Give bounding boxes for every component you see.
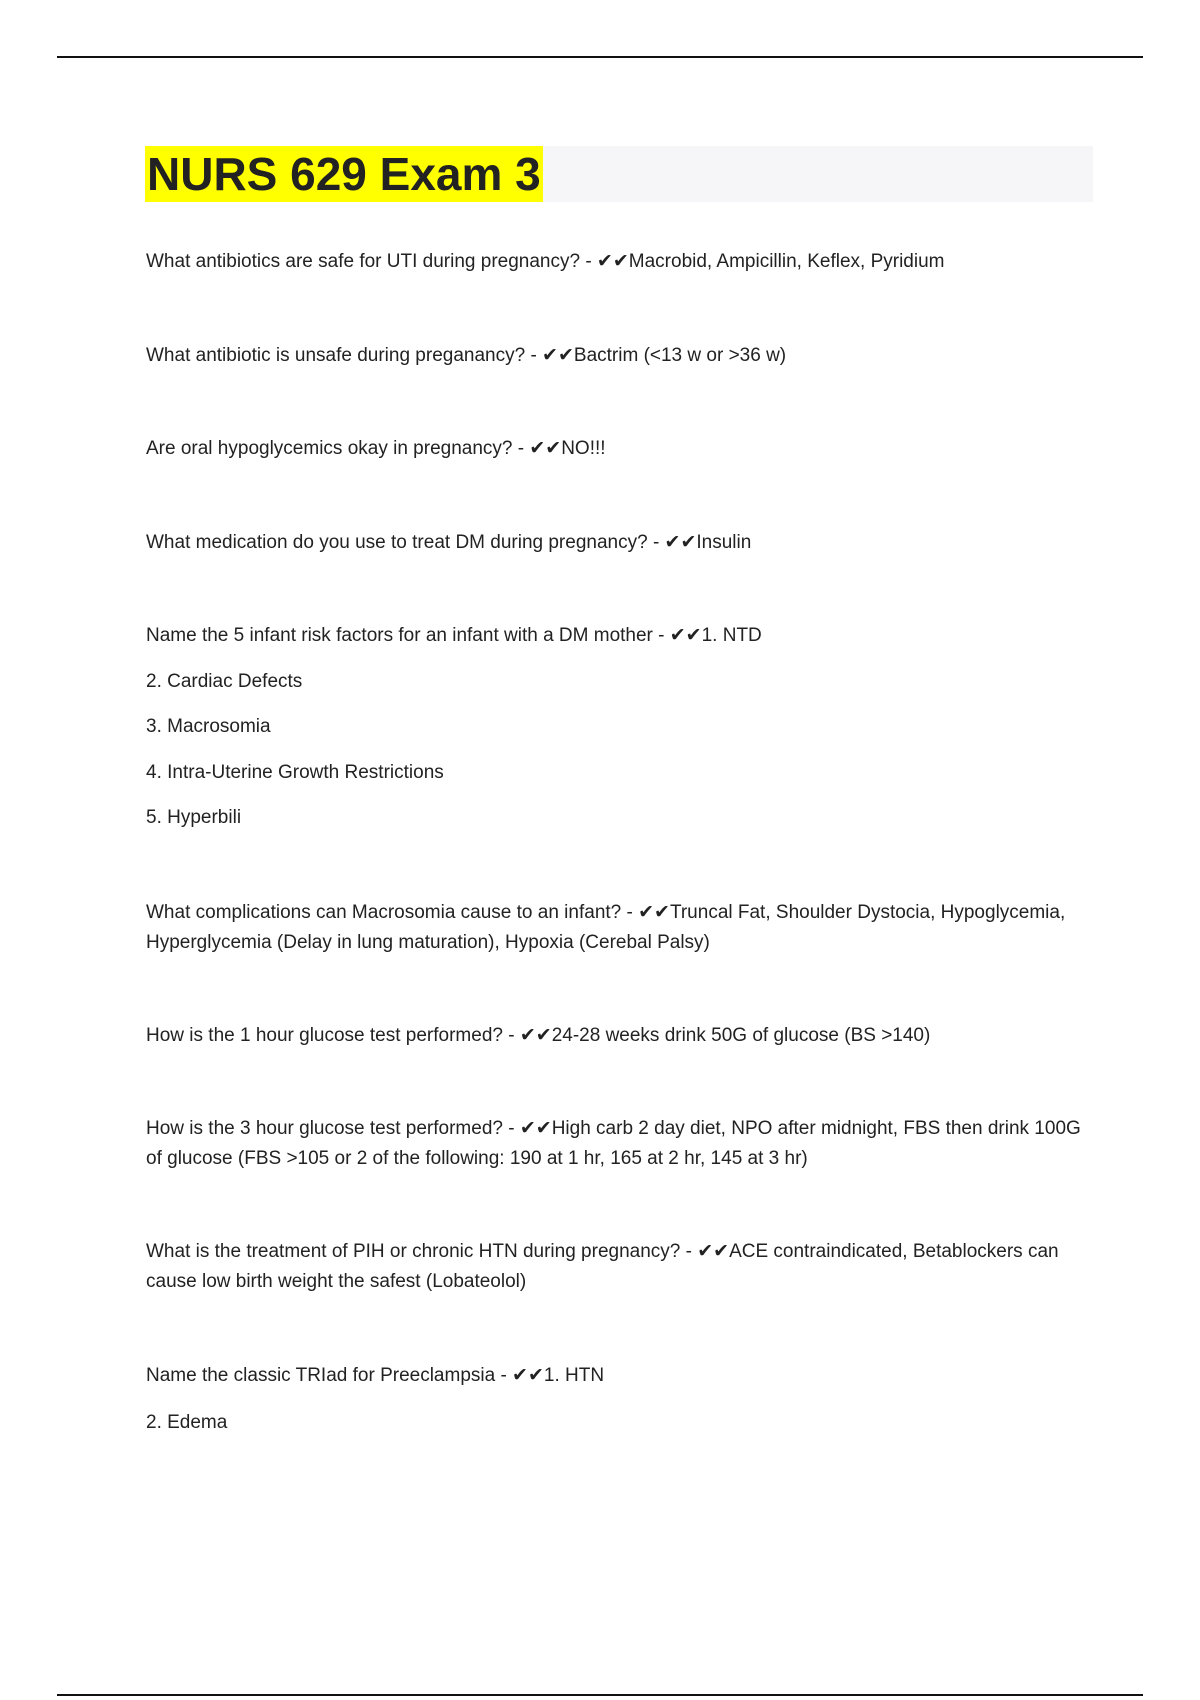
qa-item-5: Name the 5 infant risk factors for an infant with a DM mother - ✔✔1. NTD — [146, 625, 762, 646]
top-rule — [57, 56, 1143, 58]
qa-item-3: Are oral hypoglycemics okay in pregnancy? - ✔✔NO!!! — [146, 438, 606, 459]
list-item: 5. Hyperbili — [146, 807, 242, 828]
qa-item-2: What antibiotic is unsafe during preganancy? - ✔✔Bactrim (<13 w or >36 w) — [146, 345, 787, 366]
qa-item-10: Name the classic TRIad for Preeclampsia - ✔✔1. HTN — [146, 1365, 605, 1386]
qa-item-7: How is the 1 hour glucose test performed? - ✔✔24-28 weeks drink 50G of glucose (BS >140) — [146, 1025, 931, 1046]
list-item: 2. Cardiac Defects — [146, 671, 303, 692]
document-title: NURS 629 Exam 3 — [147, 148, 541, 200]
list-item: 2. Edema — [146, 1412, 228, 1433]
qa-item-9: What is the treatment of PIH or chronic HTN during pregnancy? - ✔✔ACE contraindicated, Betablockers can cause low birth weight the safest (Lobateolol) — [146, 1241, 1059, 1292]
qa-item-4: What medication do you use to treat DM during pregnancy? - ✔✔Insulin — [146, 532, 752, 553]
list-item: 3. Macrosomia — [146, 716, 271, 737]
qa-item-8: How is the 3 hour glucose test performed? - ✔✔High carb 2 day diet, NPO after midnight, FBS then drink 100G of glucose (FBS >105 or 2 of the following: 190 at 1 hr, 165 at 2 hr, 145 at 3 hr) — [146, 1118, 1081, 1169]
qa-item-1: What antibiotics are safe for UTI during pregnancy? - ✔✔Macrobid, Ampicillin, Keflex, Pyridium — [146, 251, 945, 272]
list-item: 4. Intra-Uterine Growth Restrictions — [146, 762, 444, 783]
qa-item-6: What complications can Macrosomia cause to an infant? - ✔✔Truncal Fat, Shoulder Dystocia, Hypoglycemia, Hyperglycemia (Delay in lung maturation), Hypoxia (Cerebal Palsy) — [146, 902, 1066, 953]
bottom-rule — [57, 1694, 1143, 1696]
